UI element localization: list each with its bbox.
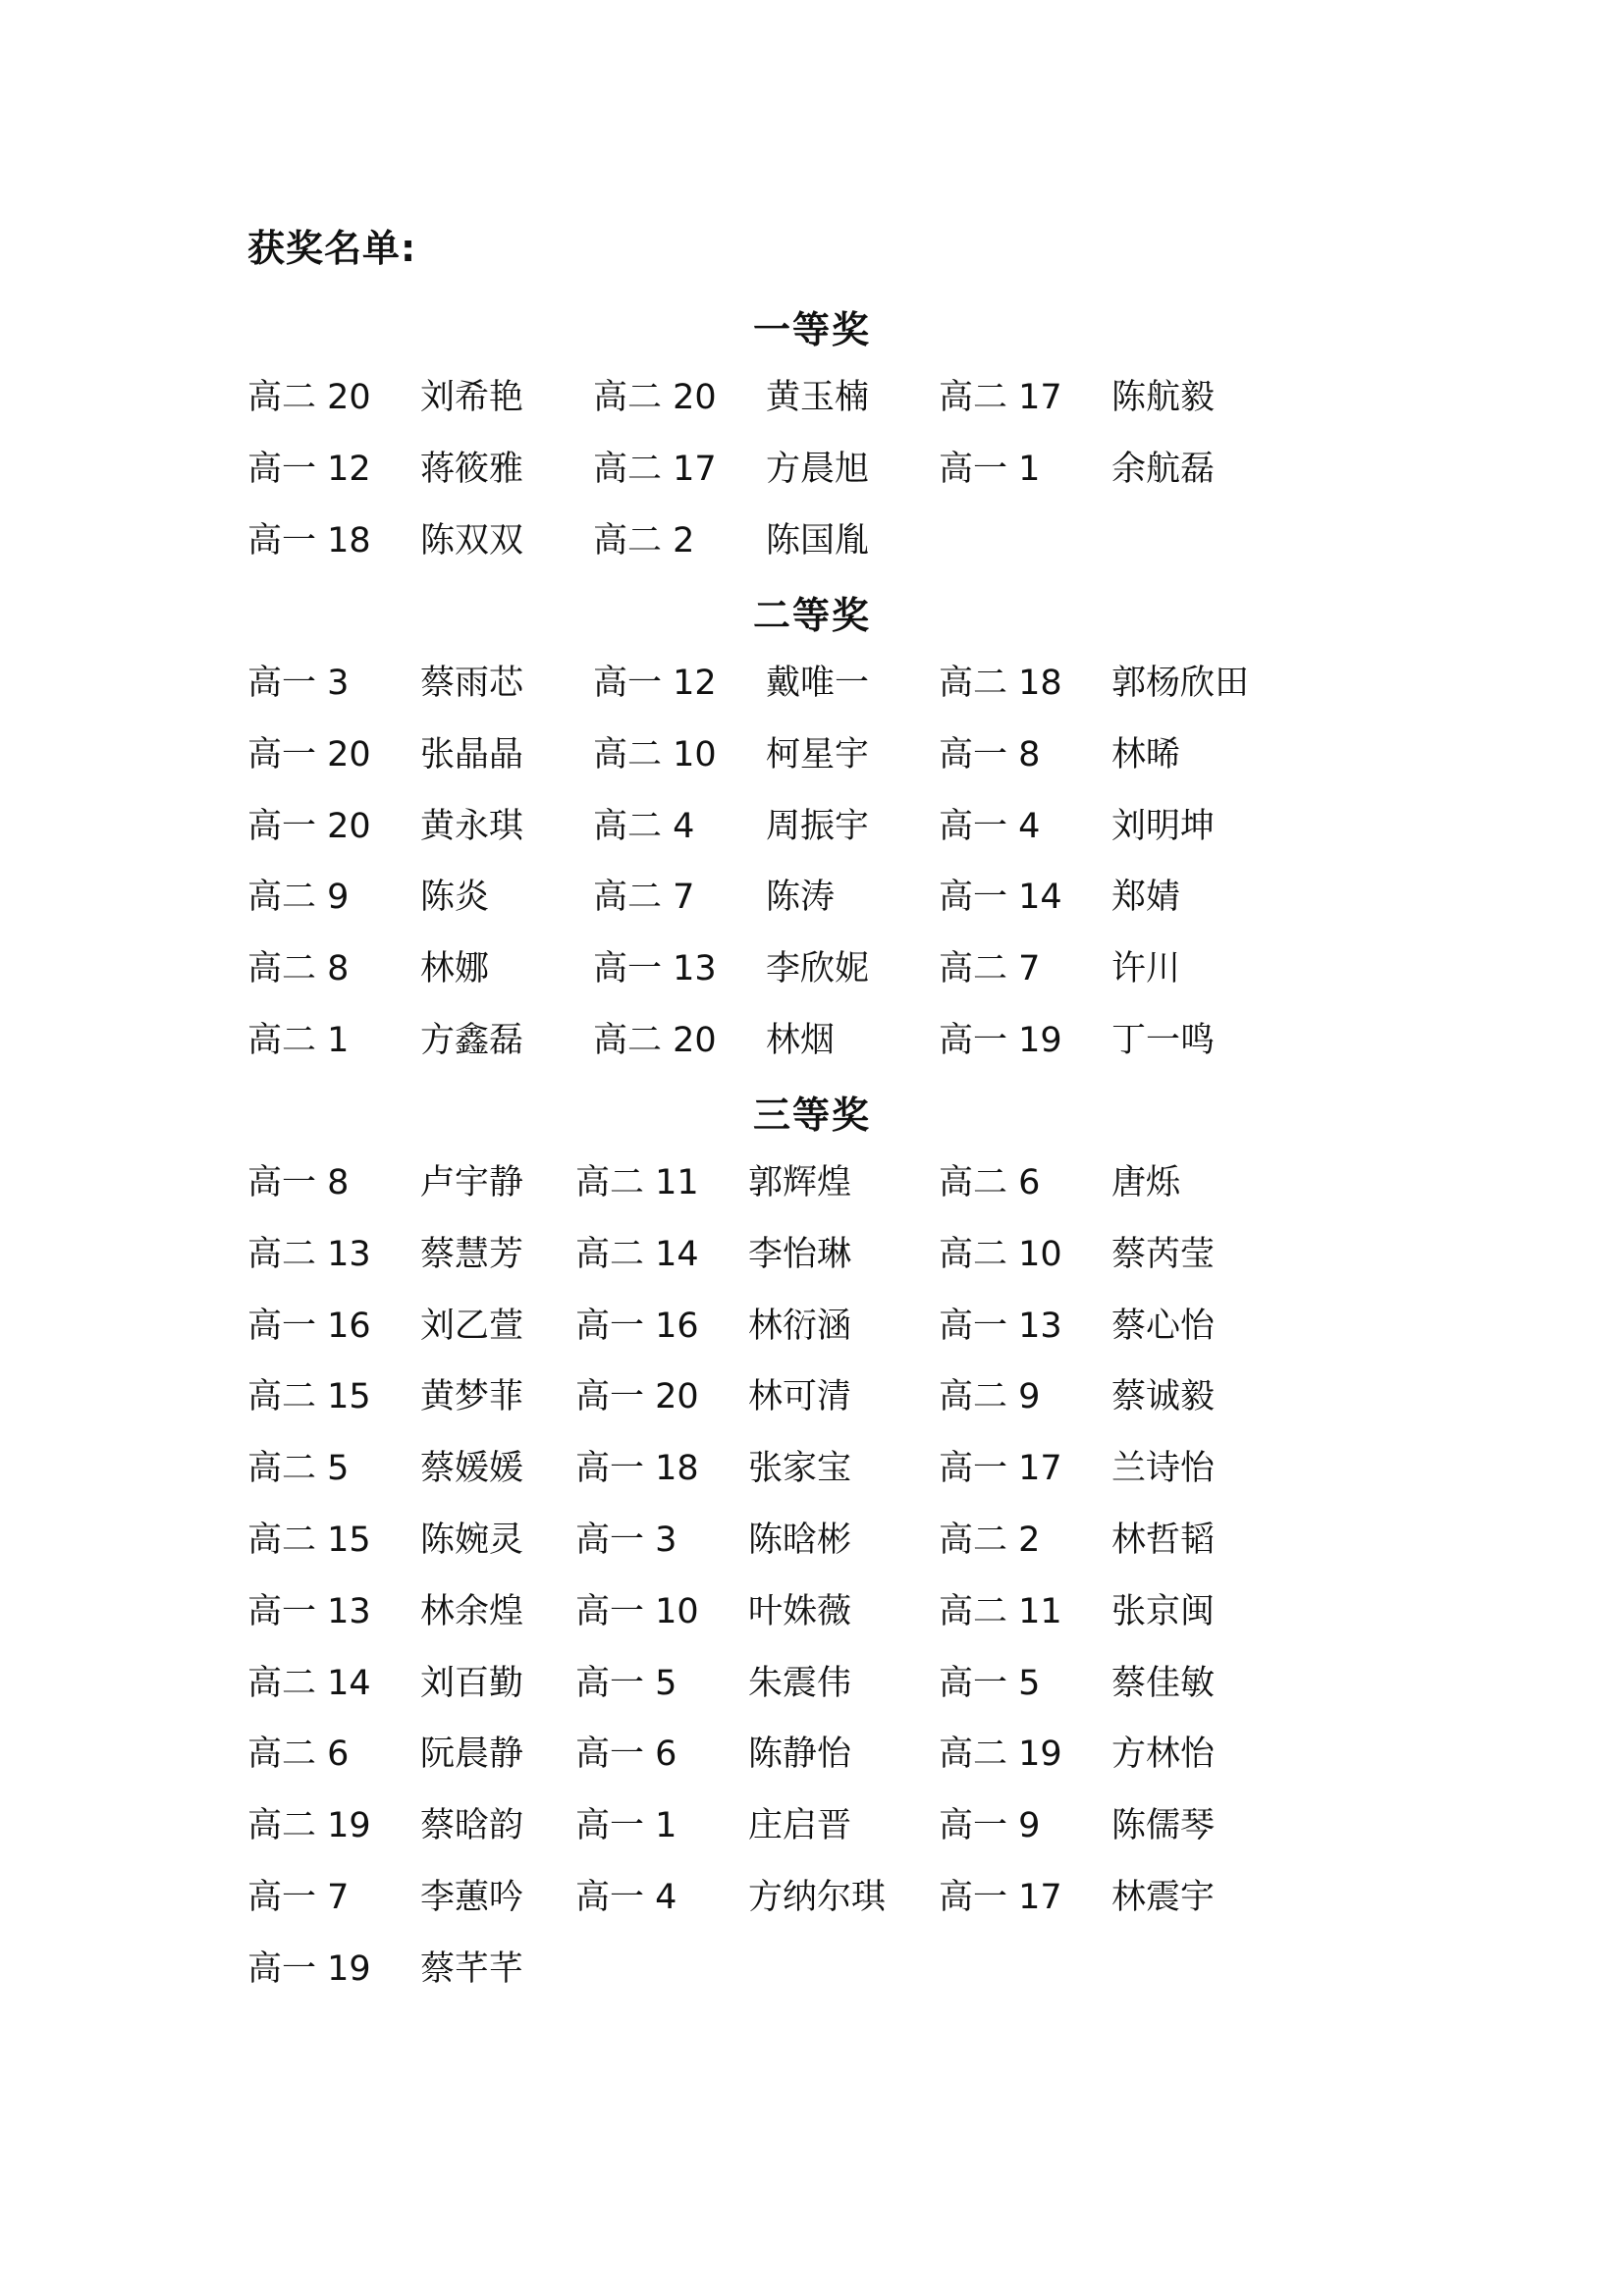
second-prize-row <box>247 868 1426 927</box>
class-label: 高二 14 <box>575 1234 699 1274</box>
page-title: 获奖名单: <box>247 227 417 270</box>
class-label: 高一 3 <box>575 1521 677 1560</box>
student-name: 朱震伟 <box>748 1663 852 1703</box>
student-name: 林可清 <box>748 1377 852 1417</box>
class-label: 高二 10 <box>593 734 717 774</box>
third-prize-row <box>247 1511 1426 1570</box>
third-prize-row <box>247 1439 1426 1498</box>
student-name: 兰诗怡 <box>1111 1449 1216 1489</box>
class-label: 高一 8 <box>247 1163 350 1202</box>
student-name: 陈航毅 <box>1111 378 1216 417</box>
class-label: 高一 18 <box>247 520 371 561</box>
student-name: 张晶晶 <box>420 734 524 774</box>
student-name: 戴唯一 <box>766 664 870 703</box>
class-label: 高一 1 <box>575 1806 677 1846</box>
class-label: 高二 9 <box>247 878 350 918</box>
class-label: 高一 19 <box>939 1021 1062 1060</box>
student-name: 蔡诚毅 <box>1111 1377 1216 1417</box>
student-name: 丁一鸣 <box>1111 1021 1216 1060</box>
third-prize-row <box>247 1225 1426 1284</box>
first-prize-row <box>247 511 1426 570</box>
third-prize-row <box>247 1297 1426 1356</box>
student-name: 李欣妮 <box>766 949 870 989</box>
class-label: 高二 20 <box>247 378 371 417</box>
student-name: 陈涛 <box>766 878 836 918</box>
student-name: 黄梦菲 <box>420 1377 524 1417</box>
class-label: 高一 18 <box>575 1449 699 1489</box>
student-name: 林烟 <box>766 1021 836 1060</box>
student-name: 柯星宇 <box>766 734 870 774</box>
class-label: 高一 16 <box>575 1306 699 1346</box>
class-label: 高一 7 <box>247 1878 350 1917</box>
student-name: 郭辉煌 <box>748 1163 852 1202</box>
third-prize-row <box>247 1868 1426 1927</box>
student-name: 陈儒琴 <box>1111 1806 1216 1846</box>
class-label: 高二 4 <box>593 806 695 846</box>
third-prize-row <box>247 1725 1426 1784</box>
student-name: 陈晗彬 <box>748 1521 852 1560</box>
student-name: 林余煌 <box>420 1591 524 1631</box>
second-prize-row <box>247 939 1426 998</box>
class-label: 高一 20 <box>575 1377 699 1417</box>
class-label: 高一 4 <box>575 1878 677 1917</box>
student-name: 李蕙吟 <box>420 1878 524 1917</box>
student-name: 李怡琳 <box>748 1234 852 1274</box>
class-label: 高一 14 <box>939 878 1062 918</box>
student-name: 林衍涵 <box>748 1306 852 1346</box>
class-label: 高一 19 <box>247 1949 371 1989</box>
class-label: 高一 1 <box>939 449 1041 489</box>
student-name: 张家宝 <box>748 1449 852 1489</box>
class-label: 高二 5 <box>247 1449 350 1489</box>
student-name: 陈静怡 <box>748 1735 852 1775</box>
class-label: 高一 4 <box>939 806 1041 846</box>
class-label: 高二 7 <box>939 949 1041 989</box>
student-name: 卢宇静 <box>420 1163 524 1202</box>
student-name: 陈国胤 <box>766 520 870 561</box>
class-label: 高二 20 <box>593 378 717 417</box>
class-label: 高一 13 <box>247 1591 371 1631</box>
student-name: 林晞 <box>1111 734 1181 774</box>
student-name: 刘百勤 <box>420 1663 524 1703</box>
student-name: 蔡芮莹 <box>1111 1234 1216 1274</box>
first-prize-row <box>247 368 1426 427</box>
student-name: 蔡心怡 <box>1111 1306 1216 1346</box>
student-name: 蔡雨芯 <box>420 664 524 703</box>
student-name: 余航磊 <box>1111 449 1216 489</box>
class-label: 高二 11 <box>939 1591 1062 1631</box>
student-name: 蔡芊芊 <box>420 1949 524 1989</box>
student-name: 叶姝薇 <box>748 1591 852 1631</box>
class-label: 高二 6 <box>247 1735 350 1775</box>
student-name: 郭杨欣田 <box>1111 664 1250 703</box>
second-prize-row <box>247 654 1426 713</box>
second-prize-row <box>247 797 1426 856</box>
third-prize-row <box>247 1153 1426 1212</box>
class-label: 高一 13 <box>593 949 717 989</box>
student-name: 阮晨静 <box>420 1735 524 1775</box>
student-name: 黄玉楠 <box>766 378 870 417</box>
class-label: 高二 18 <box>939 664 1062 703</box>
student-name: 刘乙萱 <box>420 1306 524 1346</box>
student-name: 陈双双 <box>420 520 524 561</box>
student-name: 方鑫磊 <box>420 1021 524 1060</box>
student-name: 周振宇 <box>766 806 870 846</box>
class-label: 高一 5 <box>575 1663 677 1703</box>
second-prize-row <box>247 725 1426 784</box>
third-prize-row <box>247 1367 1426 1426</box>
class-label: 高二 9 <box>939 1377 1041 1417</box>
third-prize-heading: 三等奖 <box>752 1094 871 1137</box>
second-prize-row <box>247 1011 1426 1070</box>
first-prize-row <box>247 440 1426 499</box>
class-label: 高一 13 <box>939 1306 1062 1346</box>
class-label: 高一 20 <box>247 806 371 846</box>
third-prize-row <box>247 1796 1426 1855</box>
class-label: 高二 15 <box>247 1377 371 1417</box>
student-name: 许川 <box>1111 949 1181 989</box>
class-label: 高一 9 <box>939 1806 1041 1846</box>
student-name: 蔡佳敏 <box>1111 1663 1216 1703</box>
student-name: 蔡媛媛 <box>420 1449 524 1489</box>
class-label: 高二 7 <box>593 878 695 918</box>
student-name: 黄永琪 <box>420 806 524 846</box>
class-label: 高一 16 <box>247 1306 371 1346</box>
class-label: 高一 6 <box>575 1735 677 1775</box>
class-label: 高一 5 <box>939 1663 1041 1703</box>
class-label: 高一 3 <box>247 664 350 703</box>
class-label: 高一 12 <box>247 449 371 489</box>
class-label: 高二 2 <box>593 520 695 561</box>
class-label: 高一 17 <box>939 1878 1062 1917</box>
class-label: 高二 2 <box>939 1521 1041 1560</box>
class-label: 高二 6 <box>939 1163 1041 1202</box>
student-name: 刘希艳 <box>420 378 524 417</box>
class-label: 高一 8 <box>939 734 1041 774</box>
class-label: 高二 10 <box>939 1234 1062 1274</box>
class-label: 高二 19 <box>939 1735 1062 1775</box>
student-name: 郑婧 <box>1111 878 1181 918</box>
class-label: 高二 11 <box>575 1163 699 1202</box>
student-name: 张京闽 <box>1111 1591 1216 1631</box>
class-label: 高二 1 <box>247 1021 350 1060</box>
student-name: 唐烁 <box>1111 1163 1181 1202</box>
student-name: 陈婉灵 <box>420 1521 524 1560</box>
student-name: 林哲韬 <box>1111 1521 1216 1560</box>
third-prize-row <box>247 1654 1426 1713</box>
class-label: 高二 8 <box>247 949 350 989</box>
third-prize-row <box>247 1582 1426 1641</box>
student-name: 方晨旭 <box>766 449 870 489</box>
student-name: 蔡晗韵 <box>420 1806 524 1846</box>
student-name: 方林怡 <box>1111 1735 1216 1775</box>
class-label: 高二 20 <box>593 1021 717 1060</box>
class-label: 高二 17 <box>939 378 1062 417</box>
student-name: 庄启晋 <box>748 1806 852 1846</box>
class-label: 高二 14 <box>247 1663 371 1703</box>
student-name: 方纳尔琪 <box>748 1878 887 1917</box>
second-prize-heading: 二等奖 <box>752 594 871 637</box>
student-name: 蔡慧芳 <box>420 1234 524 1274</box>
class-label: 高一 12 <box>593 664 717 703</box>
student-name: 蒋筱雅 <box>420 449 524 489</box>
class-label: 高二 17 <box>593 449 717 489</box>
class-label: 高二 13 <box>247 1234 371 1274</box>
student-name: 陈炎 <box>420 878 490 918</box>
class-label: 高一 17 <box>939 1449 1062 1489</box>
class-label: 高二 15 <box>247 1521 371 1560</box>
class-label: 高一 10 <box>575 1591 699 1631</box>
class-label: 高一 20 <box>247 734 371 774</box>
student-name: 刘明坤 <box>1111 806 1216 846</box>
student-name: 林娜 <box>420 949 490 989</box>
third-prize-row <box>247 1940 1426 1999</box>
class-label: 高二 19 <box>247 1806 371 1846</box>
student-name: 林震宇 <box>1111 1878 1216 1917</box>
first-prize-heading: 一等奖 <box>752 308 871 351</box>
